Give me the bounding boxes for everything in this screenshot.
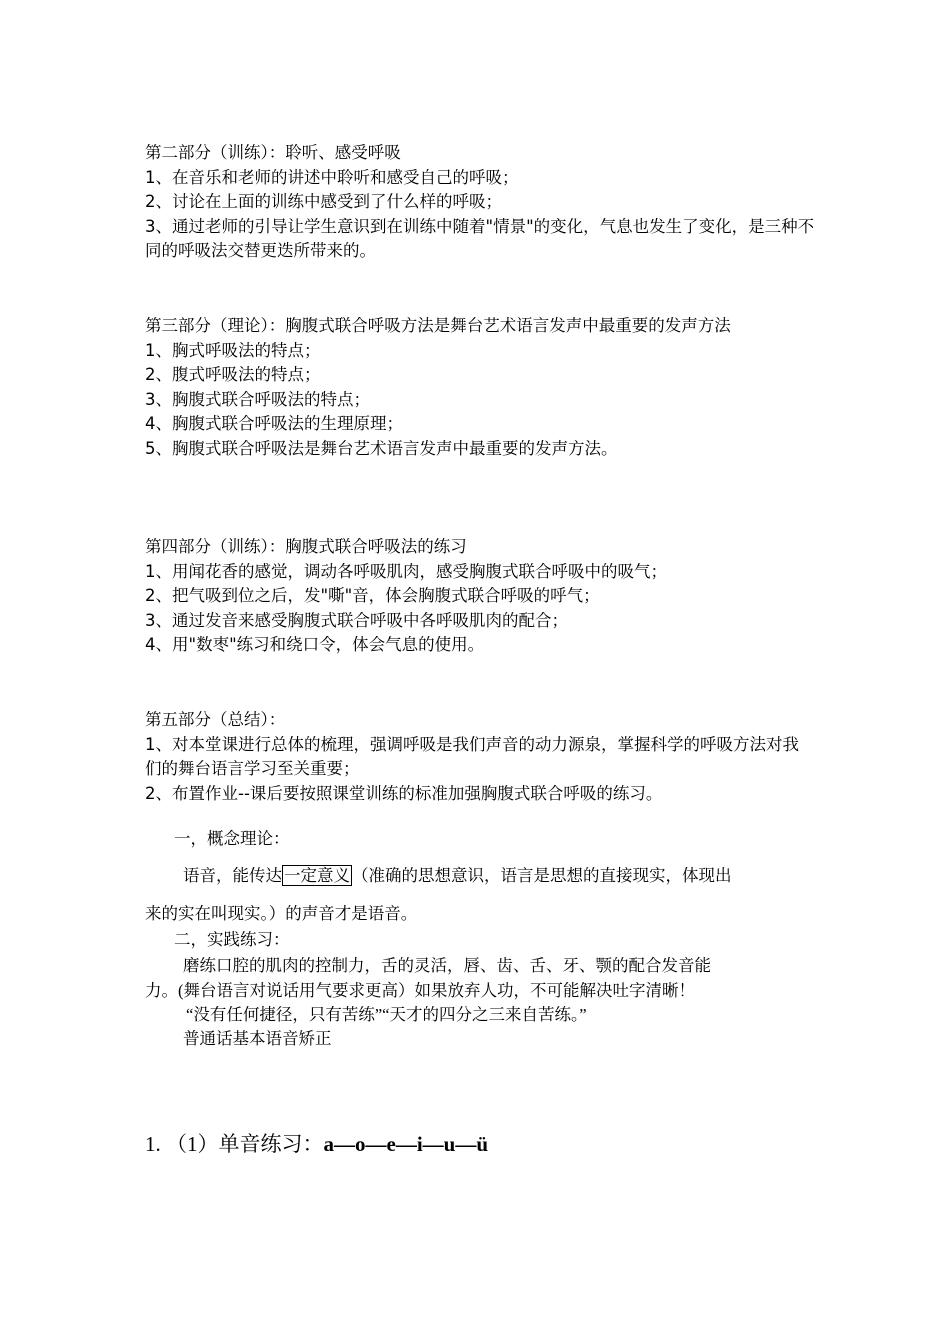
concept-text-before: 语音，能传达 [183, 866, 282, 885]
concept-heading: 一，概念理论： [174, 829, 290, 848]
part3-item-2: 2、腹式呼吸法的特点； [145, 365, 321, 384]
part2-section [145, 141, 815, 264]
practice-paragraph-line2: 力。(舞台语言对说话用气要求更高）如果放弃人功，不可能解决吐字清晰！ [145, 981, 695, 1000]
practice-quote: “没有任何捷径，只有苦练”“天才的四分之三来自苦练。” [186, 1005, 587, 1024]
practice-subtitle: 普通话基本语音矫正 [183, 1029, 332, 1048]
concept-boxed-term: 一定意义 [284, 866, 350, 885]
part2-item-2: 2、讨论在上面的训练中感受到了什么样的呼吸； [145, 192, 502, 211]
part4-section [145, 535, 815, 658]
concept-paragraph-line2: 来的实在叫现实。）的声音才是语音。 [145, 904, 418, 923]
practice-paragraph-line1: 磨练口腔的肌肉的控制力，舌的灵活，唇、齿、舌、牙、颚的配合发音能 [183, 956, 711, 975]
part4-item-2: 2、把气吸到位之后，发"嘶"音，体会胸腹式联合呼吸的呼气； [145, 586, 600, 605]
part4-item-4: 4、用"数枣"练习和绕口令，体会气息的使用。 [145, 635, 485, 654]
concept-text-after: （准确的思想意识，语言是思想的直接现实，体现出 [352, 866, 732, 885]
exercise-label: （1）单音练习： [166, 1132, 324, 1156]
part4-item-1: 1、用闻花香的感觉，调动各呼吸肌肉，感受胸腹式联合呼吸中的吸气； [145, 561, 667, 581]
part5-item-2: 2、布置作业--课后要按照课堂训练的标准加强胸腹式联合呼吸的练习。 [145, 783, 663, 803]
part5-heading: 第五部分（总结）： [145, 710, 286, 729]
part4-item-3: 3、通过发音来感受胸腹式联合呼吸中各呼吸肌肉的配合； [145, 610, 568, 630]
single-sound-exercise [145, 1128, 488, 1158]
part3-item-4: 4、胸腹式联合呼吸法的生理原理； [145, 414, 403, 433]
practice-heading: 二，实践练习： [174, 930, 290, 949]
concept-paragraph-line1 [183, 864, 732, 888]
exercise-sequence: a—o—e—i—u—ü [323, 1132, 489, 1156]
part2-heading: 第二部分（训练）：聆听、感受呼吸 [145, 143, 401, 162]
part3-item-1: 1、胸式呼吸法的特点； [145, 340, 321, 360]
part4-heading: 第四部分（训练）：胸腹式联合呼吸法的练习 [145, 537, 467, 556]
exercise-number: 1. [145, 1132, 161, 1156]
part3-heading: 第三部分（理论）：胸腹式联合呼吸方法是舞台艺术语言发声中最重要的发声方法 [145, 316, 731, 335]
part3-section [145, 314, 815, 461]
part2-item-1: 1、在音乐和老师的讲述中聆听和感受自己的呼吸； [145, 167, 519, 187]
part5-item-1: 1、对本堂课进行总体的梳理，强调呼吸是我们声音的动力源泉，掌握科学的呼吸方法对我们的舞台语言学习至关重要； [145, 734, 799, 778]
part2-item-3: 3、通过老师的引导让学生意识到在训练中随着"情景"的变化，气息也发生了变化，是三种不同的呼吸法交替更迭所带来的。 [145, 216, 815, 260]
part5-section [145, 708, 815, 806]
part3-item-5: 5、胸腹式联合呼吸法是舞台艺术语言发声中最重要的发声方法。 [145, 438, 618, 458]
part3-item-3: 3、胸腹式联合呼吸法的特点； [145, 389, 370, 409]
